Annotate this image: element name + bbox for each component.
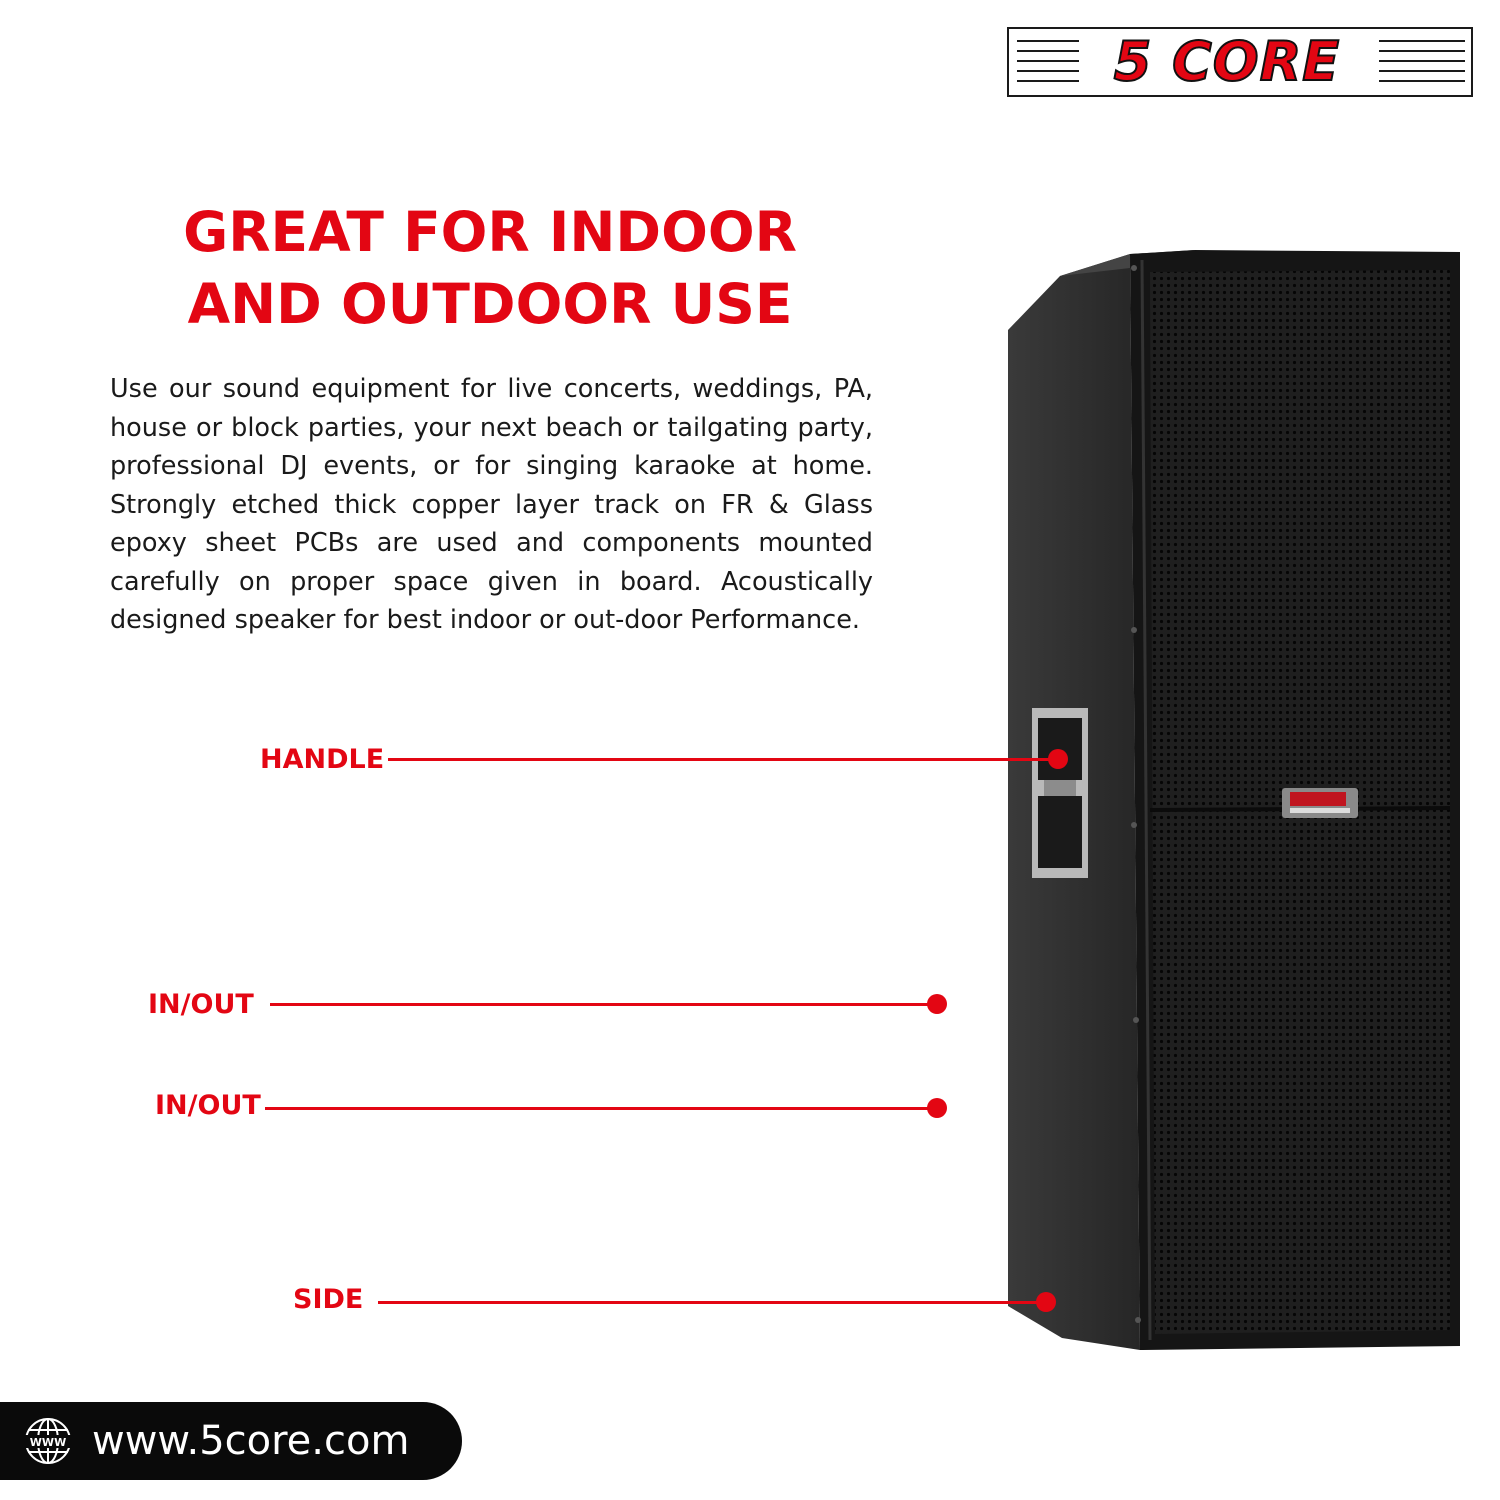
headline-line-1: GREAT FOR INDOOR: [183, 200, 797, 264]
headline: [100, 196, 880, 340]
brand-logo: [1007, 27, 1473, 97]
website-badge[interactable]: [0, 1402, 462, 1480]
product-description: Use our sound equipment for live concerts, weddings, PA, house or block parties, your next beach or tailgating party, professional DJ events, or for singing karaoke at home. Strongly etched thick copper layer track on FR & Glass epoxy sheet PCBs are used and components mounted carefully on proper space given in board. Acoustically designed speaker for best indoor or out-door Performance.: [110, 374, 873, 635]
website-url[interactable]: www.5core.com: [92, 1418, 410, 1464]
callout-line-side: [378, 1301, 1046, 1304]
callout-label-inout-1: IN/OUT: [148, 989, 254, 1020]
speaker-badge: [1282, 788, 1358, 818]
globe-icon: [20, 1416, 76, 1466]
callout-dot-inout-1: [927, 994, 947, 1014]
callout-label-inout-2: IN/OUT: [155, 1090, 261, 1121]
callout-label-side: SIDE: [293, 1284, 364, 1315]
headline-line-2: AND OUTDOOR USE: [187, 272, 793, 336]
logo-text: 5 CORE: [1113, 30, 1341, 93]
speaker-cabinet-image: [990, 240, 1460, 1360]
callout-line-inout-1: [270, 1003, 938, 1006]
callout-line-handle: [388, 758, 1058, 761]
callout-line-inout-2: [265, 1107, 938, 1110]
speaker-handle-recess: [1032, 708, 1088, 878]
callout-label-handle: HANDLE: [260, 744, 385, 775]
callout-dot-handle: [1048, 749, 1068, 769]
callout-dot-side: [1036, 1292, 1056, 1312]
globe-www-text: WWW: [29, 1436, 67, 1449]
callout-dot-inout-2: [927, 1098, 947, 1118]
